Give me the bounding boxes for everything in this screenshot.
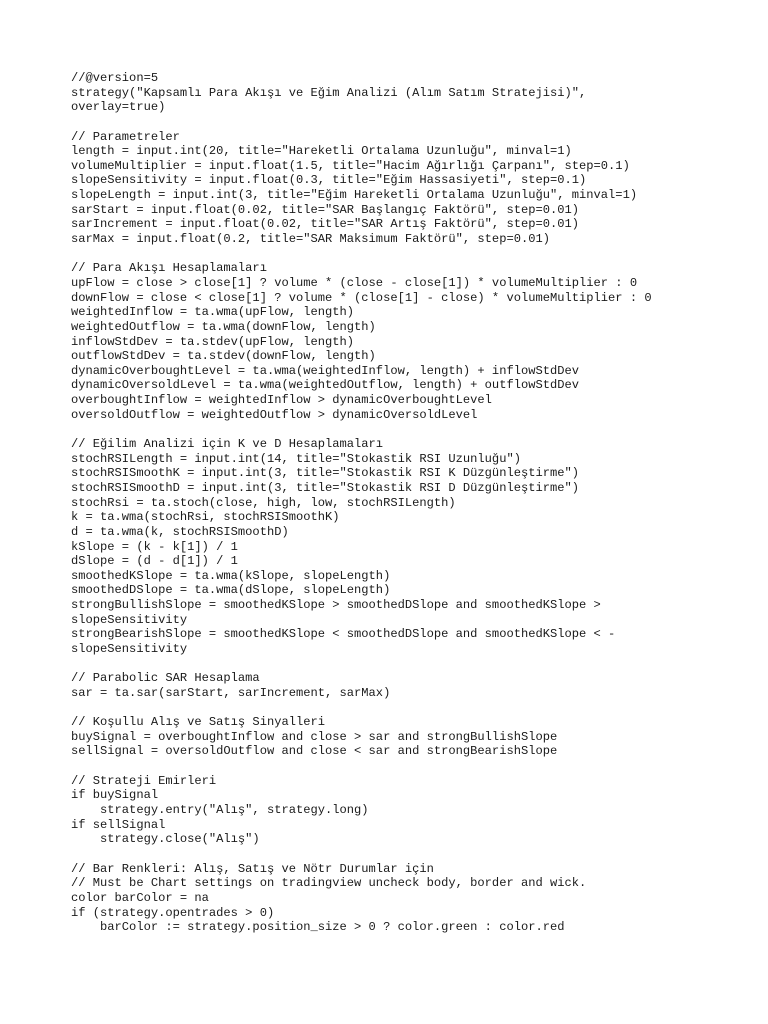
code-line: inflowStdDev = ta.stdev(upFlow, length) <box>71 334 355 349</box>
code-line: if (strategy.opentrades > 0) <box>71 905 275 920</box>
code-line: sarIncrement = input.float(0.02, title="SAR Artış Faktörü", step=0.01) <box>71 217 580 232</box>
code-line: oversoldOutflow = weightedOutflow > dynamicOversoldLevel <box>71 407 478 422</box>
code-line: volumeMultiplier = input.float(1.5, title="Hacim Ağırlığı Çarpanı", step=0.1) <box>71 158 630 173</box>
code-comment-line: // Parabolic SAR Hesaplama <box>71 671 260 686</box>
blank-line <box>71 759 761 774</box>
code-comment-line: // Eğilim Analizi için K ve D Hesaplamaları <box>71 437 384 452</box>
code-line: strategy.close("Alış") <box>71 832 260 847</box>
code-line: sarStart = input.float(0.02, title="SAR Başlangıç Faktörü", step=0.01) <box>71 202 580 217</box>
code-line: weightedInflow = ta.wma(upFlow, length) <box>71 305 355 320</box>
code-line: dynamicOversoldLevel = ta.wma(weightedOutflow, length) + outflowStdDev <box>71 378 580 393</box>
blank-line <box>71 247 761 262</box>
code-comment-line: // Bar Renkleri: Alış, Satış ve Nötr Durumlar için <box>71 861 434 876</box>
code-comment-line: //@version=5 <box>71 71 159 85</box>
code-line: strongBullishSlope = smoothedKSlope > smoothedDSlope and smoothedKSlope > <box>71 598 601 613</box>
code-line: sellSignal = oversoldOutflow and close < sar and strongBearishSlope <box>71 744 558 759</box>
code-line: dSlope = (d - d[1]) / 1 <box>71 554 238 569</box>
code-line: overboughtInflow = weightedInflow > dynamicOverboughtLevel <box>71 393 492 408</box>
code-line: stochRSISmoothD = input.int(3, title="Stokastik RSI D Düzgünleştirme") <box>71 480 580 495</box>
code-line: outflowStdDev = ta.stdev(downFlow, length) <box>71 349 376 364</box>
code-line: slopeSensitivity <box>71 612 188 627</box>
blank-line <box>71 847 761 862</box>
code-line: weightedOutflow = ta.wma(downFlow, length) <box>71 319 376 334</box>
code-comment-line: // Para Akışı Hesaplamaları <box>71 261 267 276</box>
code-line: overlay=true) <box>71 100 166 115</box>
code-line: kSlope = (k - k[1]) / 1 <box>71 539 238 554</box>
code-block <box>71 71 761 935</box>
code-line: if sellSignal <box>71 817 166 832</box>
code-line: smoothedKSlope = ta.wma(kSlope, slopeLength) <box>71 568 391 583</box>
code-line: slopeLength = input.int(3, title="Eğim Hareketli Ortalama Uzunluğu", minval=1) <box>71 188 638 203</box>
code-line: stochRSILength = input.int(14, title="Stokastik RSI Uzunluğu") <box>71 451 521 466</box>
code-comment-line: // Parametreler <box>71 129 180 144</box>
code-line: sarMax = input.float(0.2, title="SAR Maksimum Faktörü", step=0.01) <box>71 232 550 247</box>
code-line: barColor := strategy.position_size > 0 ? color.green : color.red <box>71 920 565 935</box>
code-comment-line: // Koşullu Alış ve Satış Sinyalleri <box>71 715 326 730</box>
blank-line <box>71 115 761 130</box>
code-line: color barColor = na <box>71 890 209 905</box>
code-line: slopeSensitivity = input.float(0.3, title="Eğim Hassasiyeti", step=0.1) <box>71 173 587 188</box>
code-line: length = input.int(20, title="Hareketli Ortalama Uzunluğu", minval=1) <box>71 144 572 159</box>
blank-line <box>71 422 761 437</box>
code-line: d = ta.wma(k, stochRSISmoothD) <box>71 524 289 539</box>
code-comment-line: // Strateji Emirleri <box>71 773 217 788</box>
code-line: k = ta.wma(stochRsi, stochRSISmoothK) <box>71 510 340 525</box>
blank-line <box>71 657 761 672</box>
code-line: strategy("Kapsamlı Para Akışı ve Eğim Analizi (Alım Satım Stratejisi)", <box>71 85 587 100</box>
code-line: strongBearishSlope = smoothedKSlope < smoothedDSlope and smoothedKSlope < - <box>71 627 616 642</box>
code-line: sar = ta.sar(sarStart, sarIncrement, sarMax) <box>71 685 391 700</box>
code-line: downFlow = close < close[1] ? volume * (close[1] - close) * volumeMultiplier : 0 <box>71 290 652 305</box>
code-line: dynamicOverboughtLevel = ta.wma(weightedInflow, length) + inflowStdDev <box>71 363 580 378</box>
code-line: stochRSISmoothK = input.int(3, title="Stokastik RSI K Düzgünleştirme") <box>71 466 580 481</box>
code-line: if buySignal <box>71 788 159 803</box>
code-line: smoothedDSlope = ta.wma(dSlope, slopeLength) <box>71 583 391 598</box>
blank-line <box>71 701 761 716</box>
code-line: buySignal = overboughtInflow and close > sar and strongBullishSlope <box>71 729 558 744</box>
code-line: stochRsi = ta.stoch(close, high, low, stochRSILength) <box>71 495 456 510</box>
code-line: strategy.entry("Alış", strategy.long) <box>71 803 369 818</box>
code-line: slopeSensitivity <box>71 641 188 656</box>
code-comment-line: // Must be Chart settings on tradingview uncheck body, border and wick. <box>71 876 587 891</box>
code-line: upFlow = close > close[1] ? volume * (close - close[1]) * volumeMultiplier : 0 <box>71 275 638 290</box>
